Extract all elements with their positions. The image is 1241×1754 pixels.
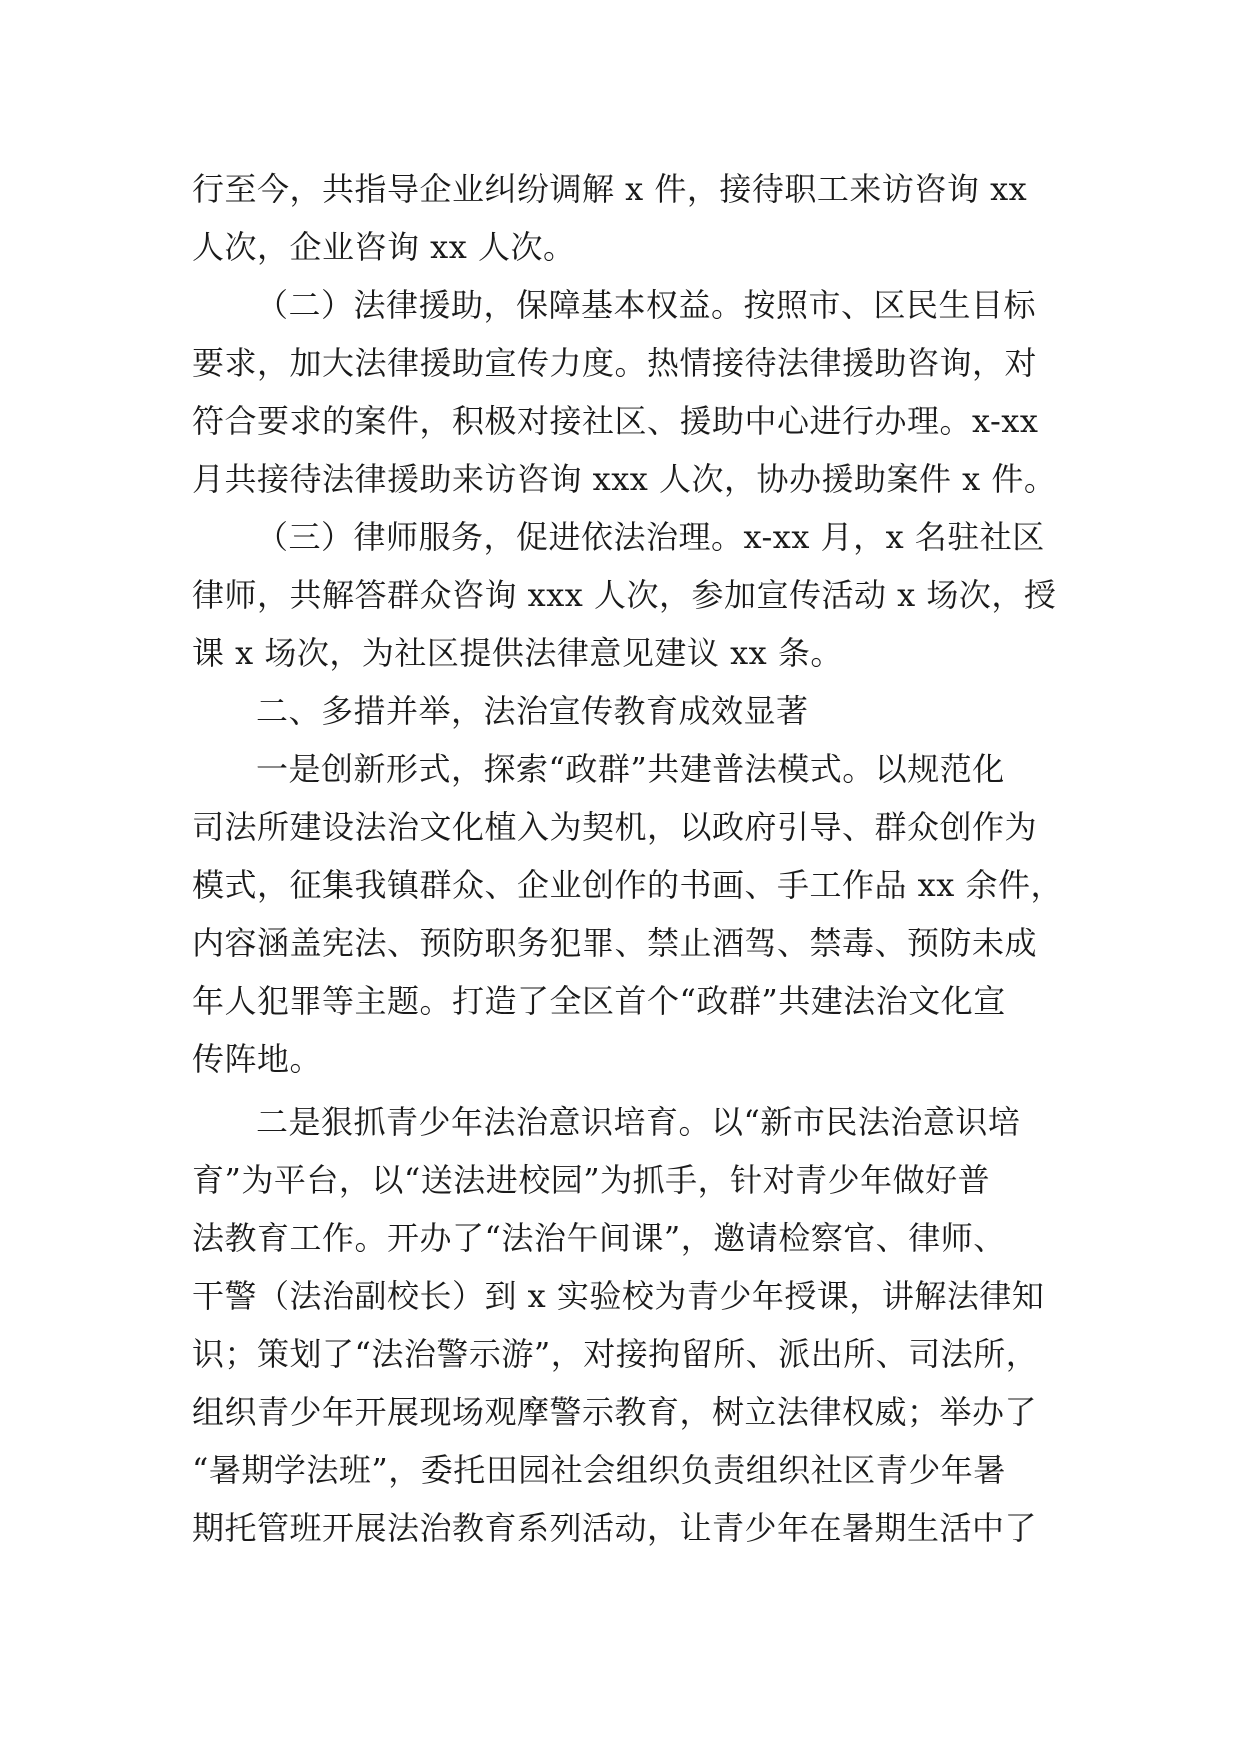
text-line: 二是狠抓青少年法治意识培育。以“新市民法治意识培: [256, 1103, 1021, 1141]
text-line: 内容涵盖宪法、预防职务犯罪、禁止酒驾、禁毒、预防未成: [192, 924, 1038, 962]
text-line: （三）律师服务，促进依法治理。x-xx 月，x 名驻社区: [256, 518, 1045, 556]
text-line: 法教育工作。开办了“法治午间课”，邀请检察官、律师、: [192, 1219, 1006, 1257]
text-line: 行至今，共指导企业纠纷调解 x 件，接待职工来访咨询 xx: [192, 170, 1028, 208]
text-line: 符合要求的案件，积极对接社区、援助中心进行办理。x-xx: [192, 402, 1039, 440]
section-heading: [192, 682, 1072, 740]
text-line: 课 x 场次，为社区提供法律意见建议 xx 条。: [192, 634, 843, 672]
text-line: 年人犯罪等主题。打造了全区首个“政群”共建法治文化宣: [192, 982, 1006, 1020]
paragraph-3: [192, 508, 1072, 682]
text-line: 组织青少年开展现场观摩警示教育，树立法律权威；举办了: [192, 1393, 1038, 1431]
text-line: “暑期学法班”，委托田园社会组织负责组织社区青少年暑: [192, 1451, 1006, 1489]
paragraph-2: [192, 276, 1072, 508]
text-line: 传阵地。: [192, 1040, 323, 1078]
text-line: （二）法律援助，保障基本权益。按照市、区民生目标: [256, 286, 1037, 324]
document-body: [192, 160, 1072, 1557]
paragraph-6: [192, 1093, 1072, 1557]
paragraph-5: [192, 740, 1072, 1088]
text-line: 一是创新形式，探索“政群”共建普法模式。以规范化: [256, 750, 1005, 788]
text-line: 育”为平台，以“送法进校园”为抓手，针对青少年做好普: [192, 1161, 991, 1199]
text-line: 律师，共解答群众咨询 xxx 人次，参加宣传活动 x 场次，授: [192, 576, 1057, 614]
text-line: 要求，加大法律援助宣传力度。热情接待法律援助咨询，对: [192, 344, 1038, 382]
text-line: 模式，征集我镇群众、企业创作的书画、手工作品 xx 余件，: [192, 866, 1063, 904]
heading-text: 二、多措并举，法治宣传教育成效显著: [256, 692, 809, 730]
text-line: 识；策划了“法治警示游”，对接拘留所、派出所、司法所，: [192, 1335, 1039, 1373]
text-line: 司法所建设法治文化植入为契机，以政府引导、群众创作为: [192, 808, 1038, 846]
text-line: 人次，企业咨询 xx 人次。: [192, 228, 576, 266]
text-line: 月共接待法律援助来访咨询 xxx 人次，协办援助案件 x 件。: [192, 460, 1057, 498]
text-line: 干警（法治副校长）到 x 实验校为青少年授课，讲解法律知: [192, 1277, 1045, 1315]
text-line: 期托管班开展法治教育系列活动，让青少年在暑期生活中了: [192, 1509, 1038, 1547]
paragraph-1: [192, 160, 1072, 276]
